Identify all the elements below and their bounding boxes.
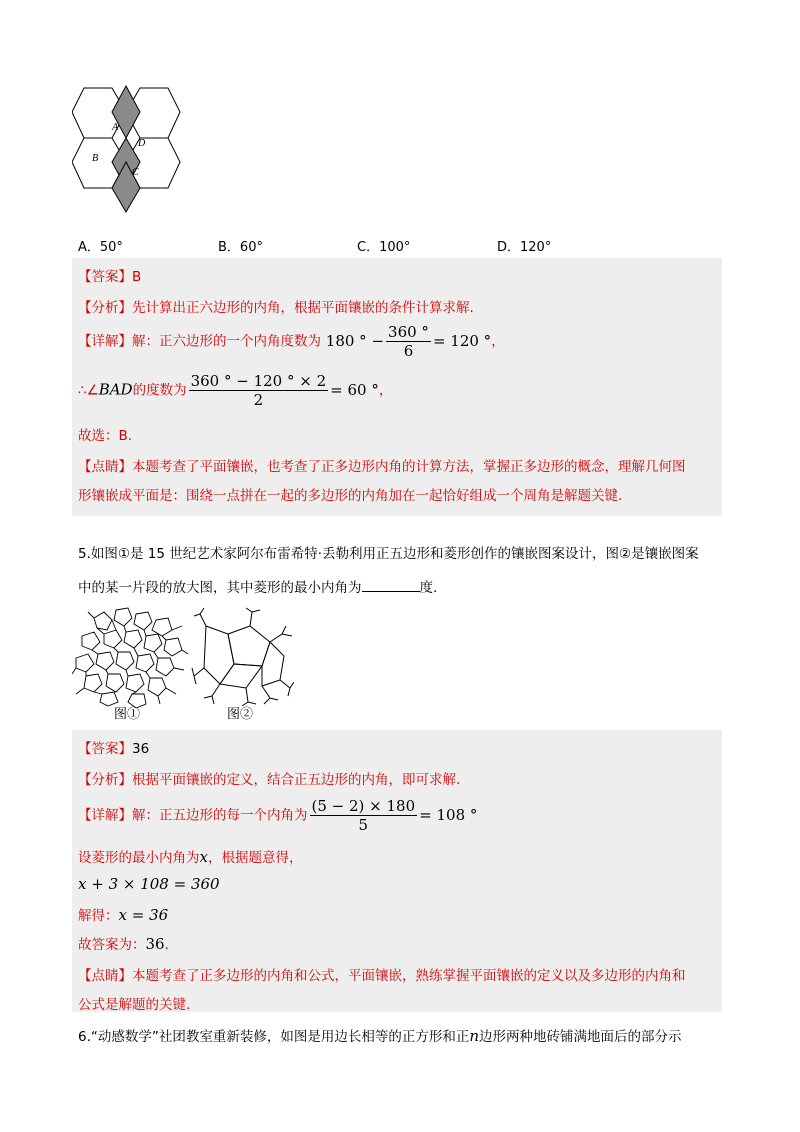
option-d: D．120° bbox=[497, 240, 552, 255]
q5-question-line1: 5.如图①是 15 世纪艺术家阿尔布雷希特·丢勒利用正五边形和菱形创作的镶嵌图案设计，图②是镶嵌图案 bbox=[78, 546, 699, 562]
q5-comment-line1: 【点睛】本题考查了正多边形的内角和公式，平面镶嵌，熟练掌握平面镶嵌的定义以及多边形的内角和 bbox=[78, 968, 686, 984]
q6-question-line1: 6.“动感数学”社团教室重新装修，如图是用边长相等的正方形和正n边形两种地砖铺满地面后的部分示 bbox=[78, 1027, 682, 1045]
label-a: A bbox=[112, 122, 119, 133]
q4-angle-bad: ∴∠BAD的度数为 $\frac{360 ^\circ - 120 ^\circ \times 2}{2}$ = 60 °， bbox=[78, 372, 393, 409]
q4-analysis: 【分析】先计算出正六边形的内角，根据平面镶嵌的条件计算求解. bbox=[78, 300, 474, 316]
q4-choose: 故选：B. bbox=[78, 428, 133, 444]
pentagon-left bbox=[204, 626, 234, 684]
label-d: D bbox=[138, 138, 146, 149]
q5-answer: 【答案】36 bbox=[78, 741, 150, 757]
q4-detail: 【详解】解：正六边形的一个内角度数为 180 ° − $\frac{360 ^\circ}{6}$ = 120 °， bbox=[78, 323, 505, 360]
q5-let: 设菱形的最小内角为x，根据题意得， bbox=[78, 848, 303, 866]
q5-comment-line2: 公式是解题的关键. bbox=[78, 997, 191, 1013]
q4-comment-line1: 【点睛】本题考查了平面镶嵌，也考查了正多边形内角的计算方法，掌握正多边形的概念，理解几何图 bbox=[78, 459, 686, 475]
label-b: B bbox=[92, 153, 99, 164]
q4-answer: 【答案】B bbox=[78, 269, 142, 285]
option-b: B．60° bbox=[218, 240, 263, 255]
q5-question-line2: 中的某一片段的放大图，其中菱形的最小内角为 度. bbox=[78, 576, 437, 596]
figure-2-caption: 图② bbox=[227, 707, 254, 722]
pentagon-right bbox=[262, 642, 284, 686]
tessellation-figure-1 bbox=[72, 604, 190, 708]
rhombus-center bbox=[220, 664, 262, 688]
option-a: A．50° bbox=[78, 240, 123, 255]
label-c: C bbox=[132, 167, 139, 178]
answer-blank bbox=[362, 577, 420, 592]
figure-1-caption: 图① bbox=[114, 707, 141, 722]
q5-analysis: 【分析】根据平面镶嵌的定义，结合正五边形的内角，即可求解. bbox=[78, 772, 461, 788]
option-c: C．100° bbox=[357, 240, 411, 255]
q5-detail: 【详解】解：正五边形的每一个内角为 $\frac{(5 - 2) \times 180}{5}$ = 108 ° bbox=[78, 797, 478, 834]
q5-final: 故答案为：36. bbox=[78, 935, 169, 953]
hexagon-rhombus-figure bbox=[72, 84, 184, 216]
q4-comment-line2: 形镶嵌成平面是：围绕一点拼在一起的多边形的内角加在一起恰好组成一个周角是解题关键. bbox=[78, 488, 623, 504]
q5-equation: x + 3 × 108 = 360 bbox=[78, 875, 220, 893]
q5-solve: 解得：x = 36 bbox=[78, 906, 169, 924]
tessellation-figure-2 bbox=[190, 606, 294, 706]
